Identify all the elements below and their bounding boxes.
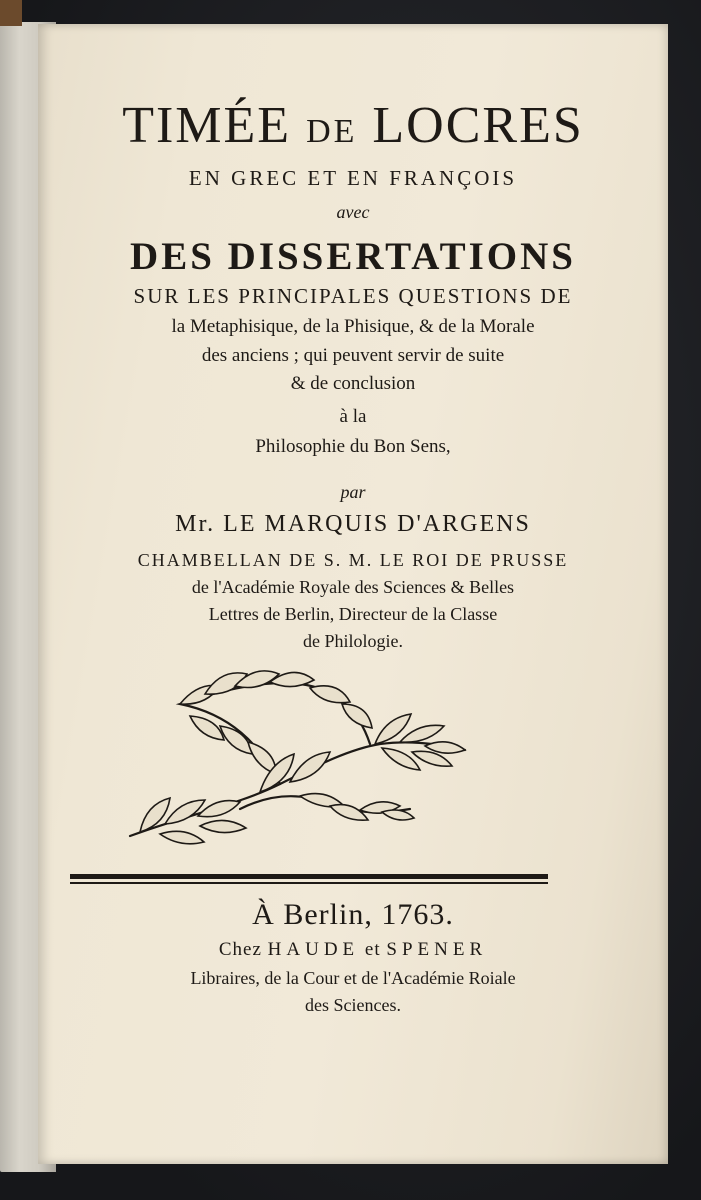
subtitle-language: EN GREC ET EN FRANÇOIS [188,166,518,190]
chez-text: Chez [218,939,262,960]
title-word-timee: TIMÉE [122,97,292,154]
laurel-branch-ornament [120,664,470,854]
a-la-line: à la [339,406,367,427]
metaphisique-line: la Metaphisique, de la Phisique, & de la Morale [171,316,535,337]
dissertations-heading: DES DISSERTATIONS [130,235,576,278]
title-word-de: DE [306,113,358,150]
imprint-publisher-line [38,939,668,961]
academie-line: de l'Académie Royale des Sciences & Belles [191,577,515,597]
questions-line: SUR LES PRINCIPALES QUESTIONS DE [133,284,573,308]
philosophie-line: Philosophie du Bon Sens, [255,436,451,457]
imprint-place-year: À Berlin, 1763. [252,898,454,931]
libraires-line: Libraires, de la Cour et de l'Académie Roiale [190,968,516,988]
par-text: par [340,482,366,502]
publisher-spener: SPENER [386,939,488,960]
double-rule-thin [70,882,548,884]
et-text: et [364,939,381,960]
title-word-locres: LOCRES [372,97,584,154]
main-title [38,96,668,155]
author-name: Mr. LE MARQUIS D'ARGENS [175,511,531,537]
avec-text: avec [336,202,370,222]
binding-corner [0,0,22,26]
conclusion-line: & de conclusion [290,373,416,394]
double-rule-thick [70,874,548,879]
publisher-haude: HAUDE [267,939,360,960]
philologie-line: de Philologie. [303,631,403,651]
anciens-line: des anciens ; qui peuvent servir de suite [201,345,505,366]
sciences-line: des Sciences. [305,995,401,1015]
chambellan-line: CHAMBELLAN DE S. M. LE ROI DE PRUSSE [137,550,569,570]
lettres-line: Lettres de Berlin, Directeur de la Classe [208,604,498,624]
